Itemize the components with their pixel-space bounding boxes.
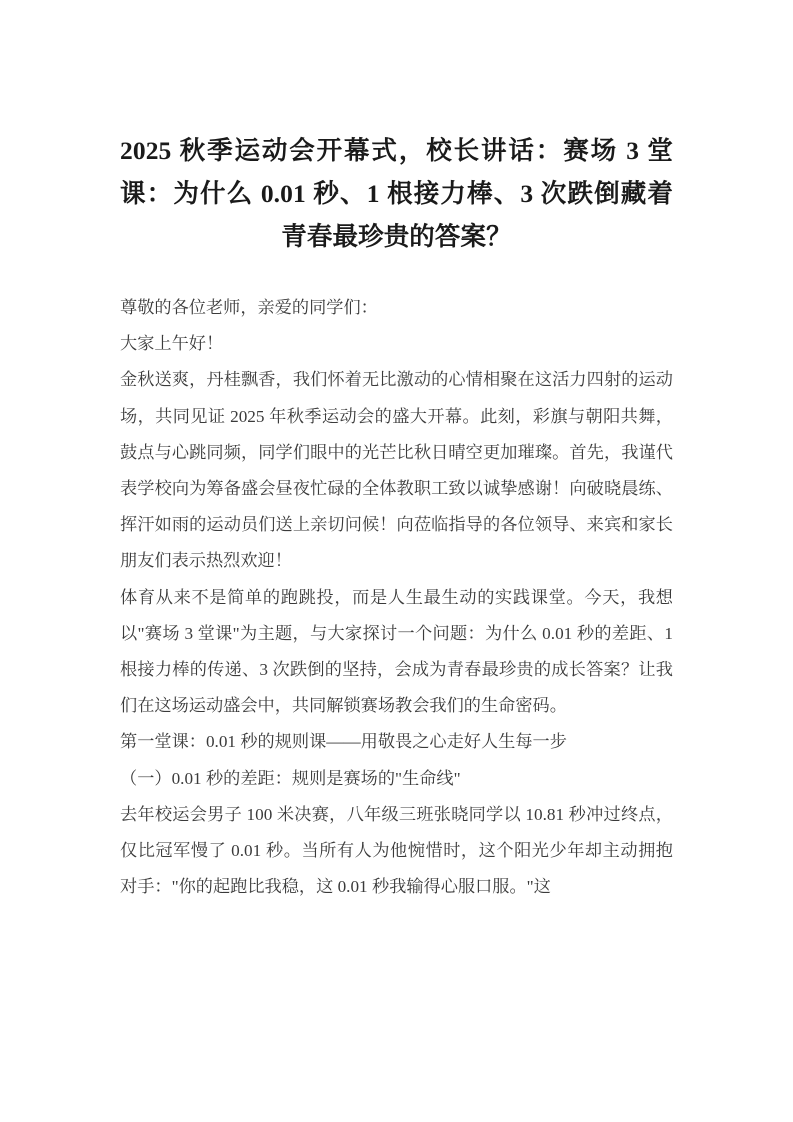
heading-lesson-one: 第一堂课：0.01 秒的规则课——用敬畏之心走好人生每一步 [120,732,567,752]
paragraph-salutation: 尊敬的各位老师，亲爱的同学们： [120,298,378,317]
document-content [120,0,673,905]
subheading-lesson-one-a: （一）0.01 秒的差距：规则是赛场的"生命线" [120,768,461,788]
page-title: 2025 秋季运动会开幕式，校长讲话：赛场 3 堂课：为什么 0.01 秒、1 根接力棒、3 次跌倒藏着青春最珍贵的答案？ [120,136,673,251]
paragraph-greeting: 大家上午好！ [120,334,224,354]
document-body [120,258,673,905]
paragraph-opening: 金秋送爽，丹桂飘香，我们怀着无比激动的心情相聚在这活力四射的运动场，共同见证 2025 年秋季运动会的盛大开幕。此刻，彩旗与朝阳共舞，鼓点与心跳同频，同学们眼中的光芒比秋日晴空更加璀璨。首先，我谨代表学校向为筹备盛会昼夜忙碌的全体教职工致以诚挚感谢！向破晓晨练、挥汗如雨的运动员们送上亲切问候！向莅临指导的各位领导、来宾和家长朋友们表示热烈欢迎！ [120,370,673,571]
paragraph-lesson-one-story: 去年校运会男子 100 米决赛，八年级三班张晓同学以 10.81 秒冲过终点，仅比冠军慢了 0.01 秒。当所有人为他惋惜时，这个阳光少年却主动拥抱对手："你的起跑比我稳，这 0.01 秒我输得心服口服。"这 [120,804,673,897]
paragraph-theme: 体育从来不是简单的跑跳投，而是人生最生动的实践课堂。今天，我想以"赛场 3 堂课"为主题，与大家探讨一个问题：为什么 0.01 秒的差距、1 根接力棒的传递、3 次跌倒的坚持，会成为青春最珍贵的成长答案？让我们在这场运动盛会中，共同解锁赛场教会我们的生命密码。 [120,587,673,716]
